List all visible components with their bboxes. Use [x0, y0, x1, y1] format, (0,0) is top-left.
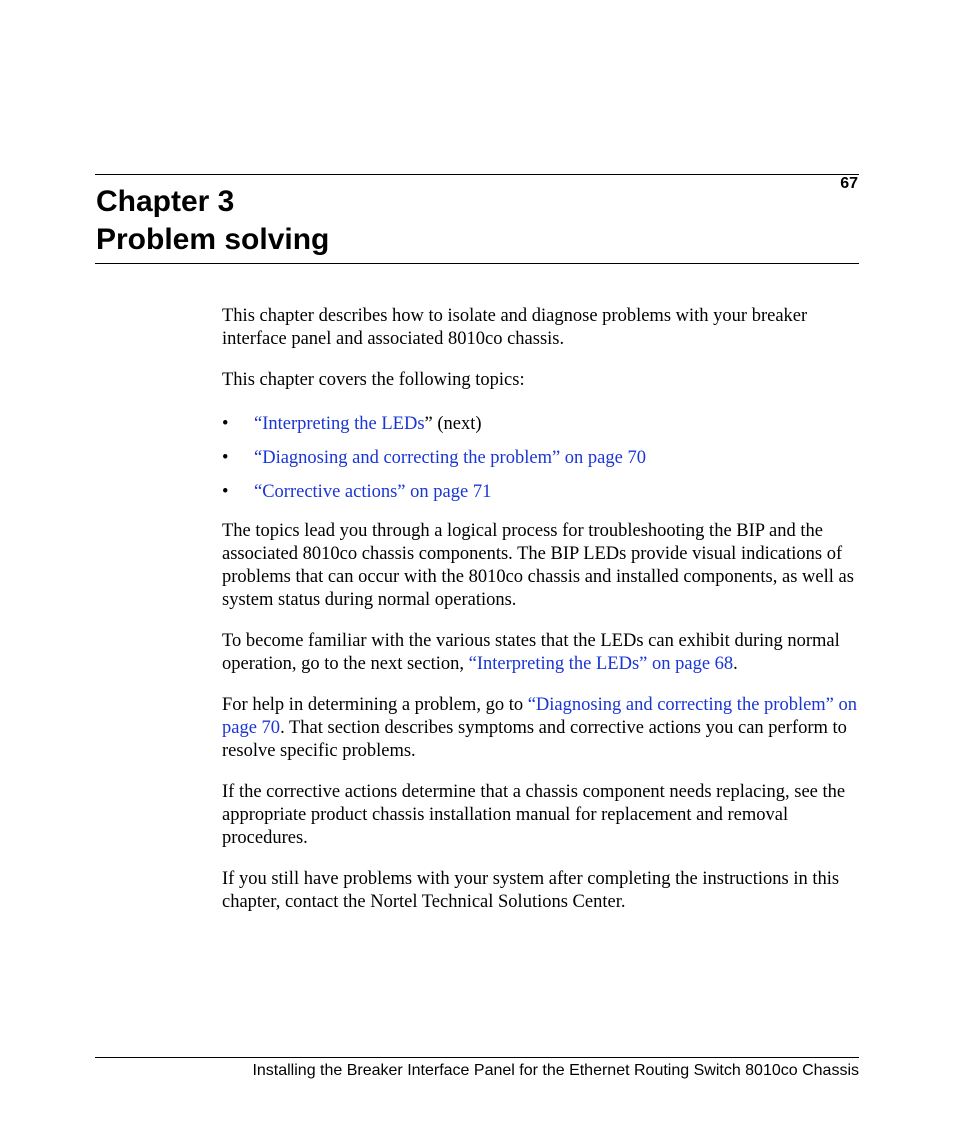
- leds-paragraph: [222, 630, 860, 676]
- leds-paragraph-end: .: [733, 654, 738, 674]
- footer-title: Installing the Breaker Interface Panel for the Ethernet Routing Switch 8010co Chassis: [252, 1062, 859, 1079]
- chapter-heading: [96, 183, 329, 259]
- diagnose-paragraph-end: . That section describes symptoms and corrective actions you can perform to resolve specific problems.: [222, 718, 847, 761]
- chapter-title: Problem solving: [96, 223, 330, 256]
- diagnose-paragraph-text: For help in determining a problem, go to: [222, 695, 528, 715]
- list-item: [222, 413, 860, 436]
- footer-rule: [95, 1057, 859, 1058]
- replacement-paragraph: If the corrective actions determine that a chassis component needs replacing, see the appropriate product chassis installation manual for replacement and removal procedures.: [222, 782, 846, 848]
- link-interpreting-leds-page[interactable]: “Interpreting the LEDs” on page 68: [468, 654, 734, 674]
- diagnose-paragraph: [222, 694, 860, 763]
- topics-list: [222, 413, 860, 504]
- bullet: •: [222, 482, 229, 502]
- chapter-number: Chapter 3: [96, 185, 235, 218]
- support-paragraph: If you still have problems with your system after completing the instructions in this chapter, contact the Nortel Technical Solutions Center.: [222, 869, 840, 912]
- page-number: 67: [840, 175, 858, 192]
- bullet: •: [222, 414, 229, 434]
- header-rule: [95, 174, 859, 175]
- chapter-rule: [95, 263, 859, 264]
- list-item: [222, 481, 860, 504]
- intro-paragraph: This chapter describes how to isolate and diagnose problems with your breaker interface panel and associated 8010co chassis.: [222, 306, 808, 349]
- link-diagnosing-problem[interactable]: “Diagnosing and correcting the problem” on page 70: [254, 448, 646, 468]
- list-item-suffix: ” (next): [424, 414, 482, 434]
- bullet: •: [222, 448, 229, 468]
- leds-paragraph-text: To become familiar with the various states that the LEDs can exhibit during normal operation, go to the next section,: [222, 631, 840, 674]
- link-corrective-actions[interactable]: “Corrective actions” on page 71: [254, 482, 492, 502]
- link-diagnosing-problem-page[interactable]: “Diagnosing and correcting the problem” on page 70: [222, 695, 858, 738]
- process-paragraph: The topics lead you through a logical process for troubleshooting the BIP and the associated 8010co chassis components. The BIP LEDs provide visual indications of problems that can occur with the 8010co chassis and installed components, as well as system status during normal operations.: [222, 521, 854, 610]
- list-item: [222, 447, 860, 470]
- link-interpreting-leds[interactable]: “Interpreting the LEDs: [254, 414, 425, 434]
- chapter-body: [222, 305, 860, 932]
- topics-intro: This chapter covers the following topics:: [222, 370, 525, 390]
